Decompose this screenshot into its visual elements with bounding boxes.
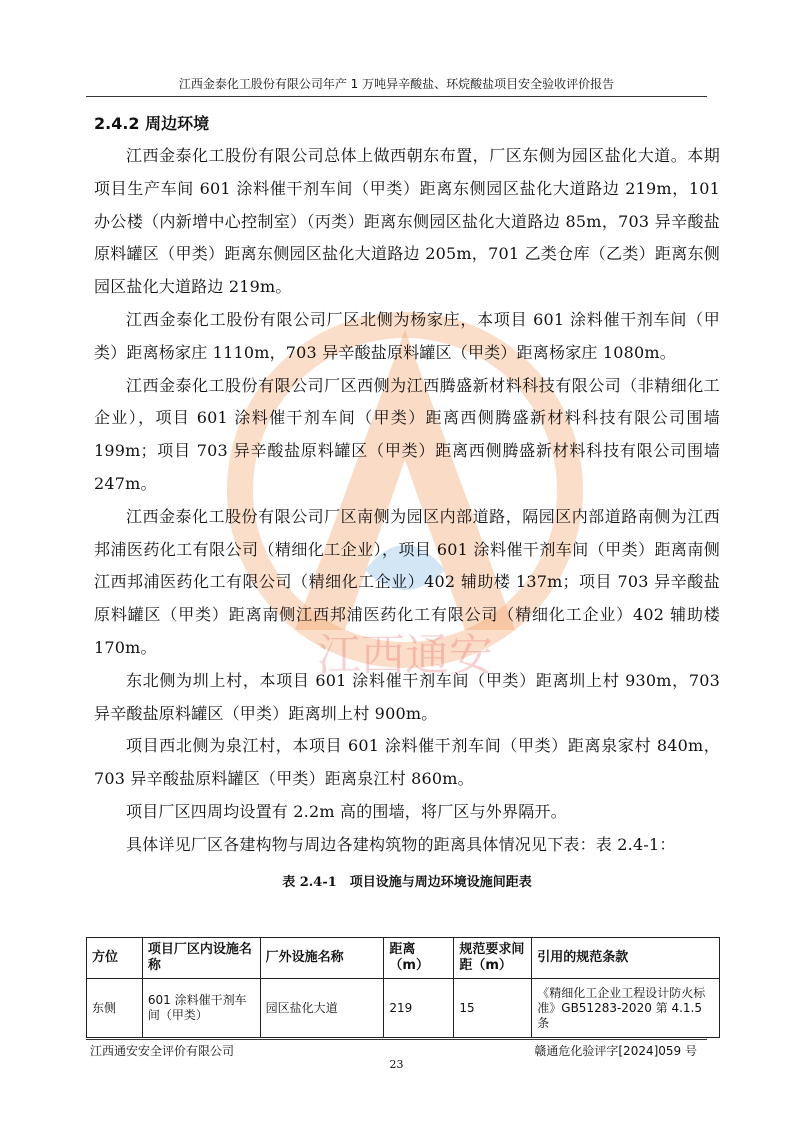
cell-direction: 东侧: [87, 979, 143, 1038]
section-heading: 2.4.2 周边环境: [94, 114, 210, 133]
col-header-facility: 项目厂区内设施名称: [142, 938, 260, 979]
distance-table: [86, 937, 720, 1038]
cell-distance: 219: [384, 979, 454, 1038]
cell-required-distance: 15: [454, 979, 532, 1038]
col-header-distance: 距离（m）: [384, 938, 454, 979]
paragraph-northeast: 东北侧为圳上村，本项目 601 涂料催干剂车间（甲类）距离圳上村 930m，703 异辛酸盐原料罐区（甲类）距离圳上村 900m。: [94, 670, 720, 723]
paragraph-northwest: 项目西北侧为泉江村，本项目 601 涂料催干剂车间（甲类）距离泉家村 840m，703 异辛酸盐原料罐区（甲类）距离泉江村 860m。: [94, 736, 720, 789]
paragraph-north: 江西金泰化工股份有限公司厂区北侧为杨家庄，本项目 601 涂料催干剂车间（甲类）距离杨家庄 1110m，703 异辛酸盐原料罐区（甲类）距离杨家庄 1080m。: [94, 309, 720, 362]
table-header-row: [87, 938, 720, 979]
cell-facility: 601 涂料催干剂车间（甲类）: [142, 979, 260, 1038]
paragraph-east: 江西金泰化工股份有限公司总体上做西朝东布置，厂区东侧为园区盐化大道。本期项目生产车间 601 涂料催干剂车间（甲类）距离东侧园区盐化大道路边 219m，101 办公楼（内新增中心控制室）（丙类）距离东侧园区盐化大道路边 85m，703 异辛酸盐原料罐区（甲类）距离东侧园区盐化大道路边 205m，701 乙类仓库（乙类）距离东侧园区盐化大道路边 219m。: [94, 146, 720, 297]
table-caption: 表 2.4-1 项目设施与周边环境设施间距表: [282, 874, 532, 890]
paragraph-south: 江西金泰化工股份有限公司厂区南侧为园区内部道路，隔园区内部道路南侧为江西邦浦医药化工有限公司（精细化工企业），项目 601 涂料催干剂车间（甲类）距离南侧江西邦浦医药化工有限公司（精细化工企业）402 辅助楼 137m；项目 703 异辛酸盐原料罐区（甲类）距离南侧江西邦浦医药化工有限公司（精细化工企业）402 辅助楼 170m。: [94, 506, 720, 657]
footer-divider: [86, 1039, 707, 1040]
footer-company: 江西通安安全评价有限公司: [90, 1044, 235, 1058]
svg-text:江西通安: 江西通安: [317, 630, 493, 681]
col-header-required-distance: 规范要求间距（m）: [454, 938, 532, 979]
page-header: 江西金泰化工股份有限公司年产 1 万吨异辛酸盐、环烷酸盐项目安全验收评价报告: [86, 74, 707, 97]
main-content: [94, 112, 720, 894]
col-header-external-facility: 厂外设施名称: [260, 938, 384, 979]
paragraph-table-ref: 具体详见厂区各建构物与周边各建构筑物的距离具体情况见下表：表 2.4-1：: [126, 834, 676, 854]
table-row: [87, 979, 720, 1038]
paragraph-west: 江西金泰化工股份有限公司厂区西侧为江西腾盛新材料科技有限公司（非精细化工企业），项目 601 涂料催干剂车间（甲类）距离西侧腾盛新材料科技有限公司围墙 199m；项目 703 异辛酸盐原料罐区（甲类）距离西侧腾盛新材料科技有限公司围墙 247m。: [94, 375, 720, 493]
footer-doc-number: 赣通危化验评字[2024]059 号: [534, 1044, 697, 1058]
cell-standard: 《精细化工企业工程设计防火标准》GB51283-2020 第 4.1.5 条: [532, 979, 720, 1038]
col-header-direction: 方位: [87, 938, 143, 979]
paragraph-wall: 项目厂区四周均设置有 2.2m 高的围墙，将厂区与外界隔开。: [126, 801, 567, 821]
page-number: 23: [389, 1058, 404, 1071]
cell-external-facility: 园区盐化大道: [260, 979, 384, 1038]
col-header-standard: 引用的规范条款: [532, 938, 720, 979]
